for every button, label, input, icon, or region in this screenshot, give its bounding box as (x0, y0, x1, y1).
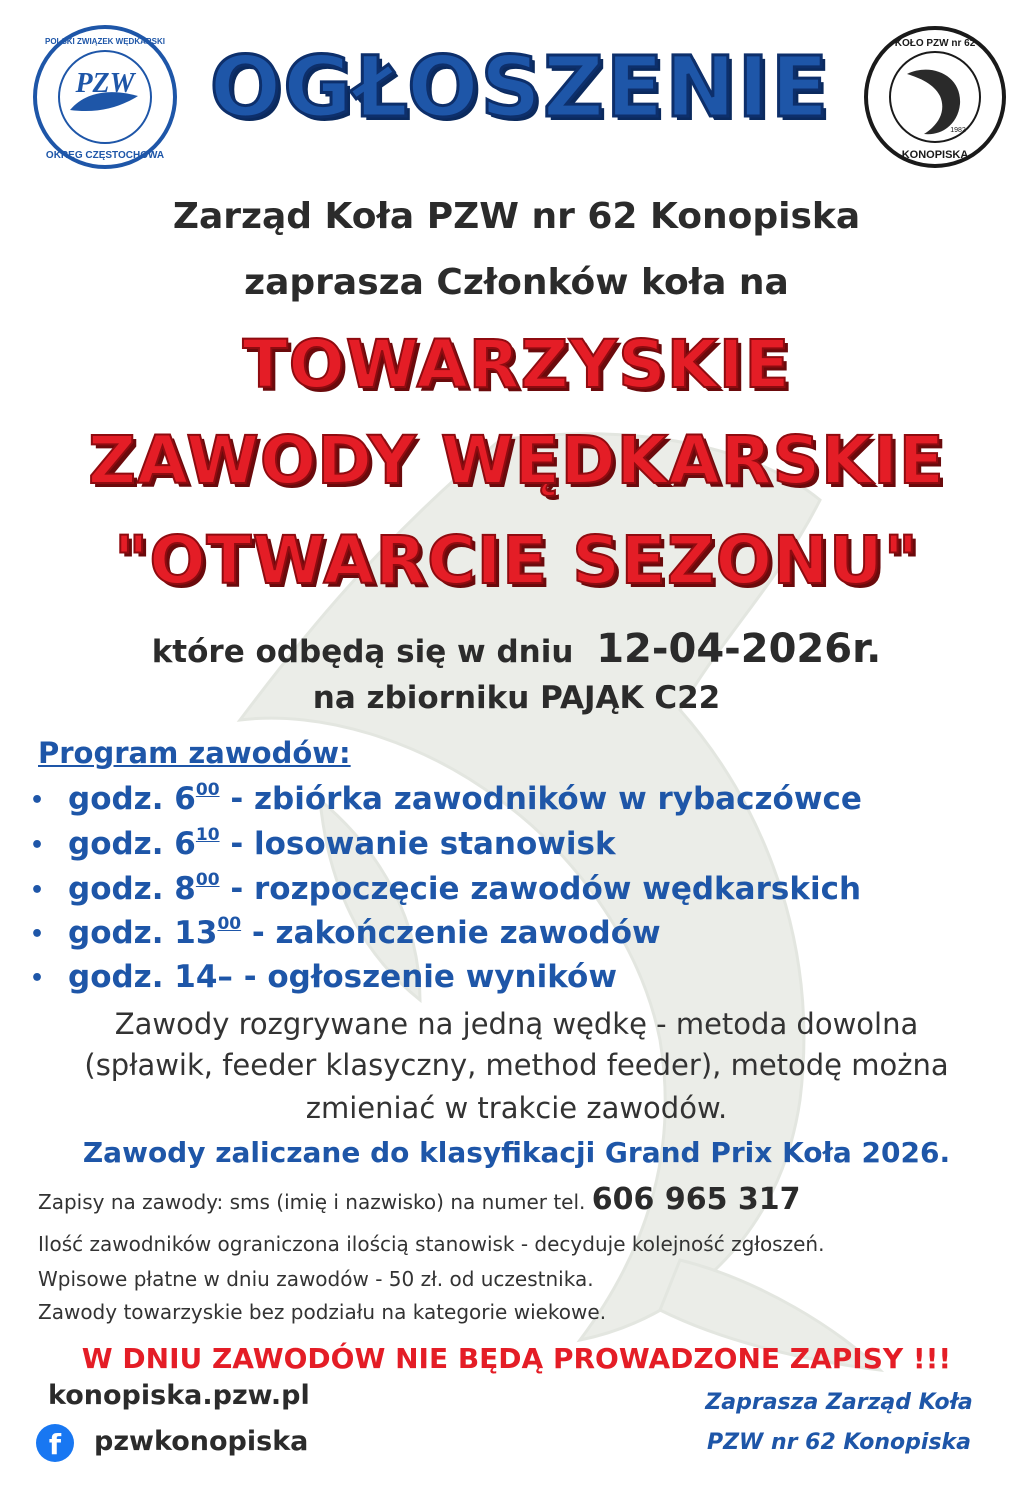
intro-line-2: zaprasza Członków koła na (244, 262, 789, 303)
bullet-icon: • (30, 833, 45, 858)
program-item-hour: godz. 6 (68, 826, 196, 862)
logo-right-bottom-text: KONOPISKA (901, 149, 969, 161)
pzw-okreg-czestochowa-logo (30, 22, 180, 172)
program-item (30, 870, 861, 907)
registration-limit: Ilość zawodników ograniczona ilością stanowisk - decyduje kolejność zgłoszeń. (38, 1232, 825, 1256)
logo-left-bottom-text: OKRĘG CZĘSTOCHOWA (45, 150, 165, 161)
facebook-link[interactable]: pzwkonopiska (94, 1426, 309, 1457)
event-location: na zbiorniku PAJĄK C22 (312, 680, 721, 716)
logo-left-top-text: POLSKI ZWIĄZEK WĘDKARSKI (45, 37, 165, 46)
bullet-icon: • (30, 788, 45, 813)
program-item-text: - zakończenie zawodów (241, 915, 661, 951)
rules-line-3: zmieniać w trakcie zawodów. (305, 1091, 728, 1125)
program-item-hour: godz. 8 (68, 871, 196, 907)
kolo-pzw-62-konopiska-logo (862, 24, 1008, 170)
program-item-text: - ogłoszenie wyników (232, 959, 617, 995)
program-heading: Program zawodów: (38, 736, 351, 770)
program-item-minutes: 10 (195, 825, 220, 845)
bullet-icon: • (30, 966, 45, 991)
program-item (30, 958, 617, 995)
registration-warning: W DNIU ZAWODÓW NIE BĘDĄ PROWADZONE ZAPISY !!! (81, 1342, 952, 1375)
program-item-minutes: 00 (195, 780, 220, 800)
registration-sms-text: Zapisy na zawody: sms (imię i nazwisko) na numer tel. (38, 1190, 586, 1214)
rules-line-1: Zawody rozgrywane na jedną wędkę - metoda dowolna (114, 1007, 919, 1041)
registration-categories: Zawody towarzyskie bez podziału na kategorie wiekowe. (38, 1300, 607, 1324)
program-item-text: - rozpoczęcie zawodów wędkarskich (219, 871, 862, 907)
registration-fee: Wpisowe płatne w dniu zawodów - 50 zł. od uczestnika. (38, 1267, 594, 1291)
event-date-prefix: które odbędą się w dniu (151, 634, 574, 670)
registration-sms (38, 1182, 801, 1217)
program-item (30, 914, 661, 951)
bullet-icon: • (30, 922, 45, 947)
rules-line-2: (spławik, feeder klasyczny, method feeder), metodę można (84, 1048, 949, 1082)
intro-line-1: Zarząd Koła PZW nr 62 Konopiska (172, 196, 861, 237)
signature-line-1: Zaprasza Zarząd Koła (705, 1390, 973, 1415)
program-item-hour: godz. 6 (68, 781, 196, 817)
logo-right-top-text: KOŁO PZW nr 62 (894, 38, 976, 49)
program-item-hour: godz. 13 (68, 915, 218, 951)
program-item (30, 825, 616, 862)
registration-phone: 606 965 317 (591, 1182, 801, 1217)
program-item-text: - zbiórka zawodników w rybaczówce (219, 781, 862, 817)
facebook-icon: f (36, 1424, 74, 1462)
program-item-text: - losowanie stanowisk (219, 826, 616, 862)
event-date: 12-04-2026r. (596, 626, 882, 672)
program-item-minutes: 00 (217, 914, 242, 934)
program-item-minutes: 00 (195, 870, 220, 890)
event-title-line-2: ZAWODY WĘDKARSKIE (88, 422, 945, 499)
event-date-line (0, 626, 1033, 672)
logo-right-year: 1982 (950, 127, 966, 134)
signature-line-2: PZW nr 62 Konopiska (706, 1430, 972, 1455)
website-link[interactable]: konopiska.pzw.pl (48, 1380, 310, 1411)
page-title: OGŁOSZENIE (209, 38, 831, 136)
logo-left-monogram: PZW (75, 68, 135, 99)
program-item (30, 780, 862, 817)
bullet-icon: • (30, 878, 45, 903)
event-title-line-3: "OTWARCIE SEZONU" (113, 522, 920, 599)
program-item-hour: godz. 14– (68, 959, 233, 995)
event-title-line-1: TOWARZYSKIE (242, 326, 791, 403)
grand-prix-note: Zawody zaliczane do klasyfikacji Grand Prix Koła 2026. (82, 1136, 951, 1169)
